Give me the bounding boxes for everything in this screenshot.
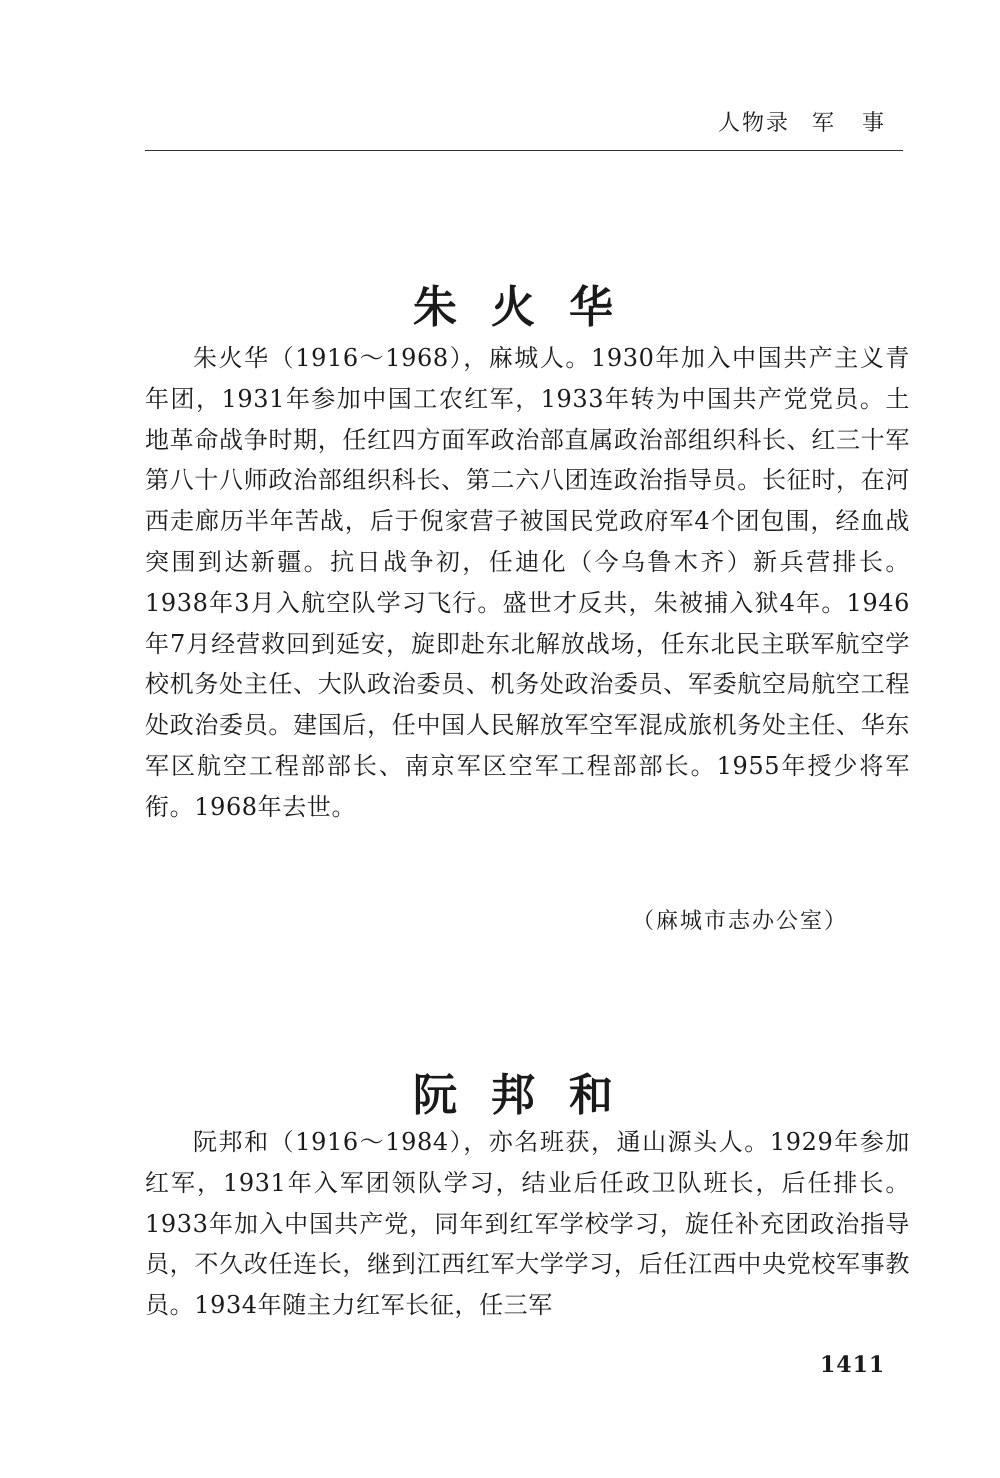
entry-body-ruan-banghe: 阮邦和（1916～1984），亦名班获，通山源头人。1929年参加红军，1931年入军团领队学习，结业后任政卫队班长，后任排长。1933年加入中国共产党，同年到红军学校学习，旋任补充团政治指导员，不久改任连长，继到江西红军大学学习，后任江西中央党校军事教员。1934年随主力红军长征，任三军	[145, 1128, 910, 1320]
entry-title-ruan-banghe: 阮邦和	[413, 1069, 647, 1121]
entry-source: （麻城市志办公室）	[631, 909, 848, 934]
running-header	[718, 106, 912, 137]
page-number: 1411	[820, 1352, 886, 1378]
entry-title-zhu-huohua: 朱火华	[413, 281, 647, 333]
header-category-label: 军事	[811, 111, 912, 136]
header-divider	[145, 150, 903, 151]
entry-body-zhu-huohua: 朱火华（1916～1968），麻城人。1930年加入中国共产主义青年团，1931年参加中国工农红军，1933年转为中国共产党党员。土地革命战争时期，任红四方面军政治部直属政治部组织科长、红三十军第八十八师政治部组织科长、第二六八团连政治指导员。长征时，在河西走廊历半年苦战，后于倪家营子被国民党政府军4个团包围，经血战突围到达新疆。抗日战争初，任迪化（今乌鲁木齐）新兵营排长。1938年3月入航空队学习飞行。盛世才反共，朱被捕入狱4年。1946年7月经营救回到延安，旋即赴东北解放战场，任东北民主联军航空学校机务处主任、大队政治委员、机务处政治委员、军委航空局航空工程处政治委员。建国后，任中国人民解放军空军混成旅机务处主任、华东军区航空工程部部长、南京军区空军工程部部长。1955年授少将军衔。1968年去世。	[145, 344, 910, 821]
header-section-label: 人物录	[717, 111, 790, 136]
